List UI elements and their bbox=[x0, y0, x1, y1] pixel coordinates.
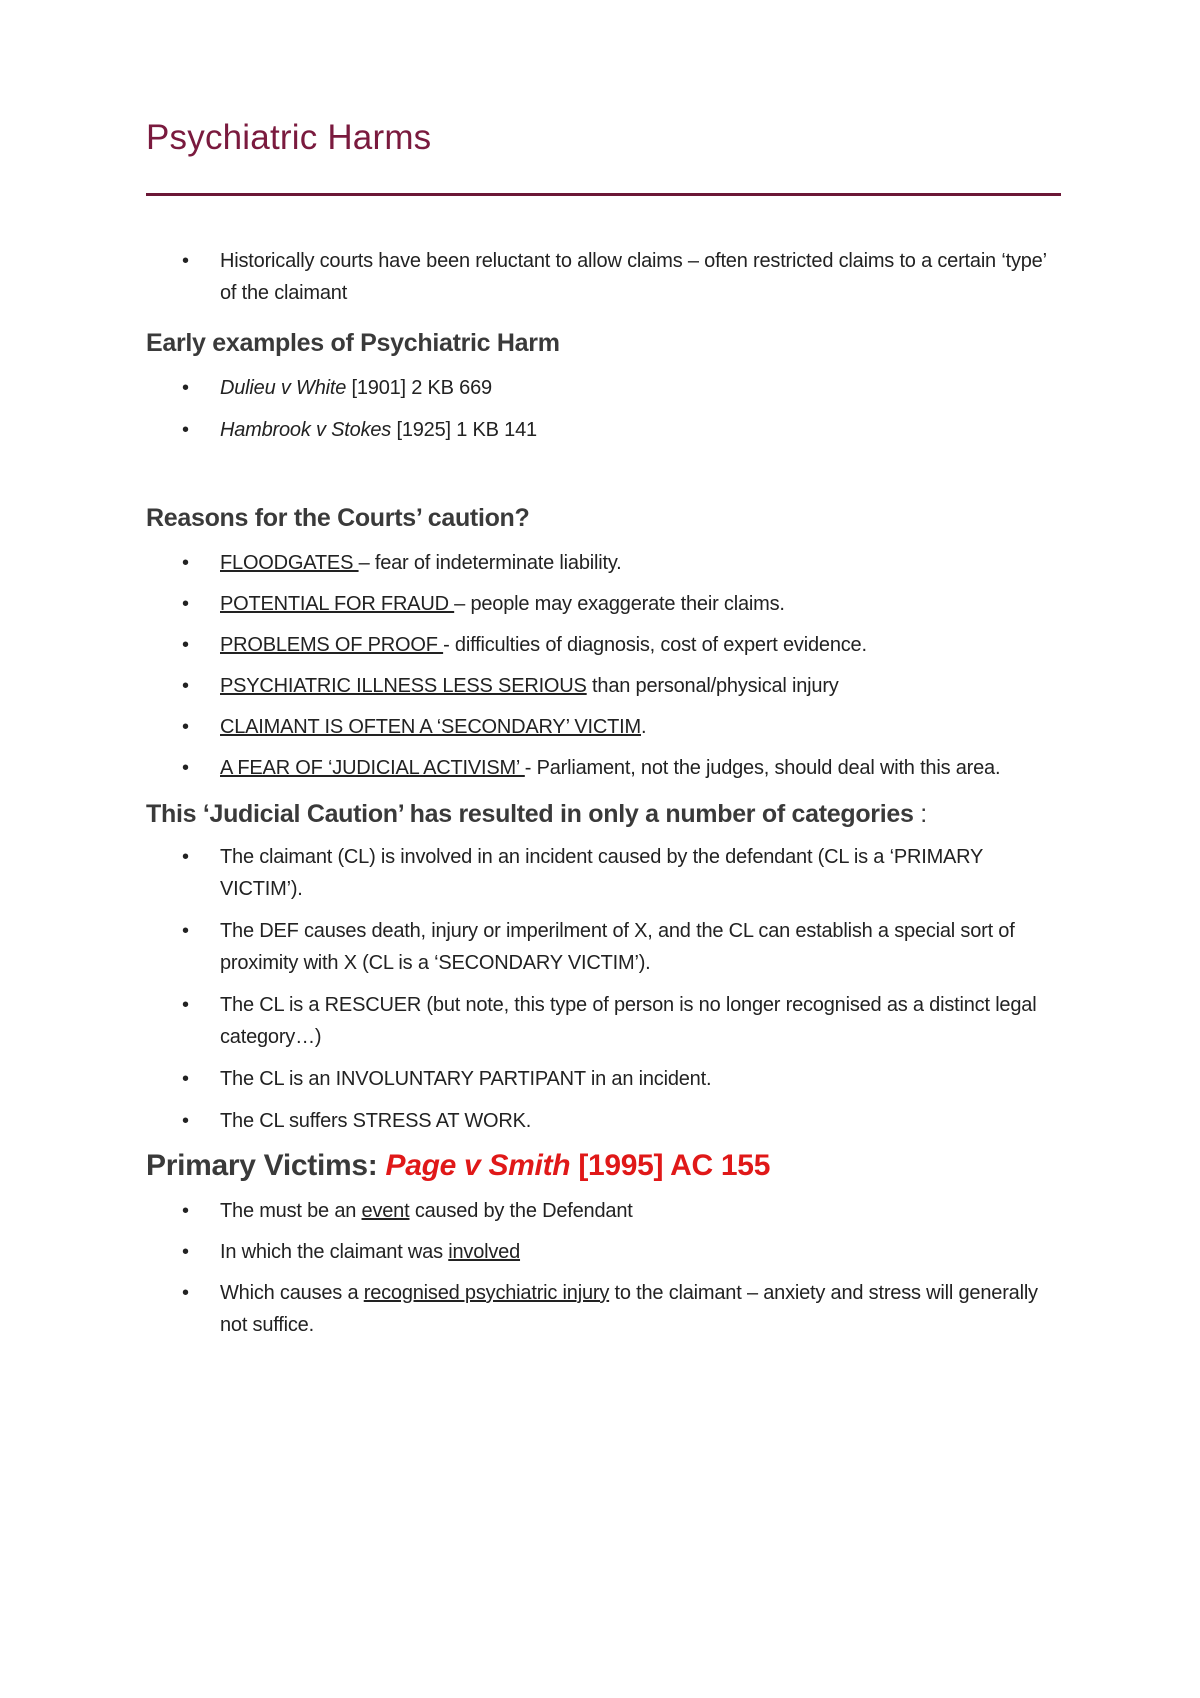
early-cases-list bbox=[146, 372, 1066, 446]
reason-text: – fear of indeterminate liability. bbox=[358, 552, 622, 574]
item-text: The CL suffers STRESS AT WORK. bbox=[220, 1110, 532, 1132]
page-title: Psychiatric Harms bbox=[146, 118, 432, 157]
reason-text: - Parliament, not the judges, should deal with this area. bbox=[524, 757, 1001, 779]
bullet-icon: • bbox=[182, 250, 189, 272]
bullet-icon: • bbox=[182, 552, 189, 574]
reason-key: FLOODGATES bbox=[220, 552, 359, 574]
section-heading-reasons: Reasons for the Courts’ caution? bbox=[146, 504, 530, 532]
section-heading-early: Early examples of Psychiatric Harm bbox=[146, 329, 560, 357]
list-item bbox=[146, 547, 1066, 579]
item-emphasis: recognised psychiatric injury bbox=[363, 1282, 610, 1304]
case-name: Hambrook v Stokes bbox=[220, 419, 392, 441]
bullet-icon: • bbox=[182, 1241, 189, 1263]
item-text: The CL is an INVOLUNTARY PARTIPANT in an incident. bbox=[220, 1068, 712, 1090]
heading-text: Primary Victims: bbox=[146, 1149, 378, 1182]
section-heading-primary bbox=[146, 1149, 1066, 1183]
list-item bbox=[146, 245, 1066, 309]
bullet-icon: • bbox=[182, 593, 189, 615]
list-item bbox=[146, 670, 1066, 702]
list-item bbox=[146, 629, 1066, 661]
title-divider bbox=[146, 193, 1061, 196]
item-text: The CL is a RESCUER (but note, this type of person is no longer recognised as a distinct legal category…) bbox=[220, 994, 1037, 1048]
item-text: The must be an bbox=[220, 1200, 362, 1222]
bullet-icon: • bbox=[182, 757, 189, 779]
case-citation: [1995] AC 155 bbox=[570, 1149, 771, 1182]
list-item bbox=[146, 1063, 1066, 1095]
bullet-icon: • bbox=[182, 1200, 189, 1222]
item-text: caused by the Defendant bbox=[409, 1200, 633, 1222]
bullet-icon: • bbox=[182, 377, 189, 399]
bullet-icon: • bbox=[182, 846, 189, 868]
intro-list bbox=[146, 245, 1066, 309]
list-item bbox=[146, 414, 1066, 446]
bullet-icon: • bbox=[182, 994, 189, 1016]
list-item bbox=[146, 915, 1066, 979]
case-name: Dulieu v White bbox=[220, 377, 347, 399]
list-item bbox=[146, 1277, 1066, 1341]
bullet-icon: • bbox=[182, 675, 189, 697]
reason-text: - difficulties of diagnosis, cost of expert evidence. bbox=[443, 634, 867, 656]
reason-key: CLAIMANT IS OFTEN A ‘SECONDARY’ VICTIM bbox=[220, 716, 641, 738]
list-item bbox=[146, 372, 1066, 404]
bullet-icon: • bbox=[182, 419, 189, 441]
list-item bbox=[146, 1195, 1066, 1227]
case-name: Page v Smith bbox=[385, 1149, 571, 1182]
bullet-icon: • bbox=[182, 1110, 189, 1132]
item-emphasis: event bbox=[361, 1200, 410, 1222]
heading-suffix: : bbox=[913, 800, 927, 828]
item-emphasis: involved bbox=[448, 1241, 521, 1263]
heading-text: This ‘Judicial Caution’ has resulted in only a number of categories bbox=[146, 800, 914, 828]
item-text: to the claimant – anxiety and stress will generally not suffice. bbox=[220, 1282, 1038, 1336]
reasons-list bbox=[146, 547, 1066, 784]
reason-text: . bbox=[641, 716, 647, 738]
case-citation: [1901] 2 KB 669 bbox=[346, 377, 492, 399]
item-text: The claimant (CL) is involved in an incident caused by the defendant (CL is a ‘PRIMARY VICTIM’). bbox=[220, 846, 983, 900]
list-item bbox=[146, 989, 1066, 1053]
primary-list bbox=[146, 1195, 1066, 1341]
reason-text: than personal/physical injury bbox=[586, 675, 839, 697]
list-item bbox=[146, 1105, 1066, 1137]
item-text: Which causes a bbox=[220, 1282, 364, 1304]
bullet-icon: • bbox=[182, 634, 189, 656]
bullet-icon: • bbox=[182, 1068, 189, 1090]
bullet-icon: • bbox=[182, 1282, 189, 1304]
list-item bbox=[146, 841, 1066, 905]
list-item bbox=[146, 1236, 1066, 1268]
bullet-icon: • bbox=[182, 920, 189, 942]
reason-key: PROBLEMS OF PROOF bbox=[220, 634, 444, 656]
list-item bbox=[146, 588, 1066, 620]
item-text: The DEF causes death, injury or imperilment of X, and the CL can establish a special sort of proximity with X (CL is a ‘SECONDARY VICTIM’). bbox=[220, 920, 1015, 974]
reason-key: PSYCHIATRIC ILLNESS LESS SERIOUS bbox=[220, 675, 587, 697]
section-heading-categories bbox=[146, 800, 1066, 829]
list-item bbox=[146, 752, 1066, 784]
reason-key: A FEAR OF ‘JUDICIAL ACTIVISM’ bbox=[220, 757, 525, 779]
document-body bbox=[146, 245, 1066, 1341]
bullet-icon: • bbox=[182, 716, 189, 738]
item-text: Historically courts have been reluctant to allow claims – often restricted claims to a certain ‘type’ of the claimant bbox=[220, 250, 1047, 304]
reason-key: POTENTIAL FOR FRAUD bbox=[220, 593, 455, 615]
list-item bbox=[146, 711, 1066, 743]
case-citation: [1925] 1 KB 141 bbox=[391, 419, 537, 441]
item-text: In which the claimant was bbox=[220, 1241, 449, 1263]
categories-list bbox=[146, 841, 1066, 1137]
reason-text: – people may exaggerate their claims. bbox=[454, 593, 785, 615]
